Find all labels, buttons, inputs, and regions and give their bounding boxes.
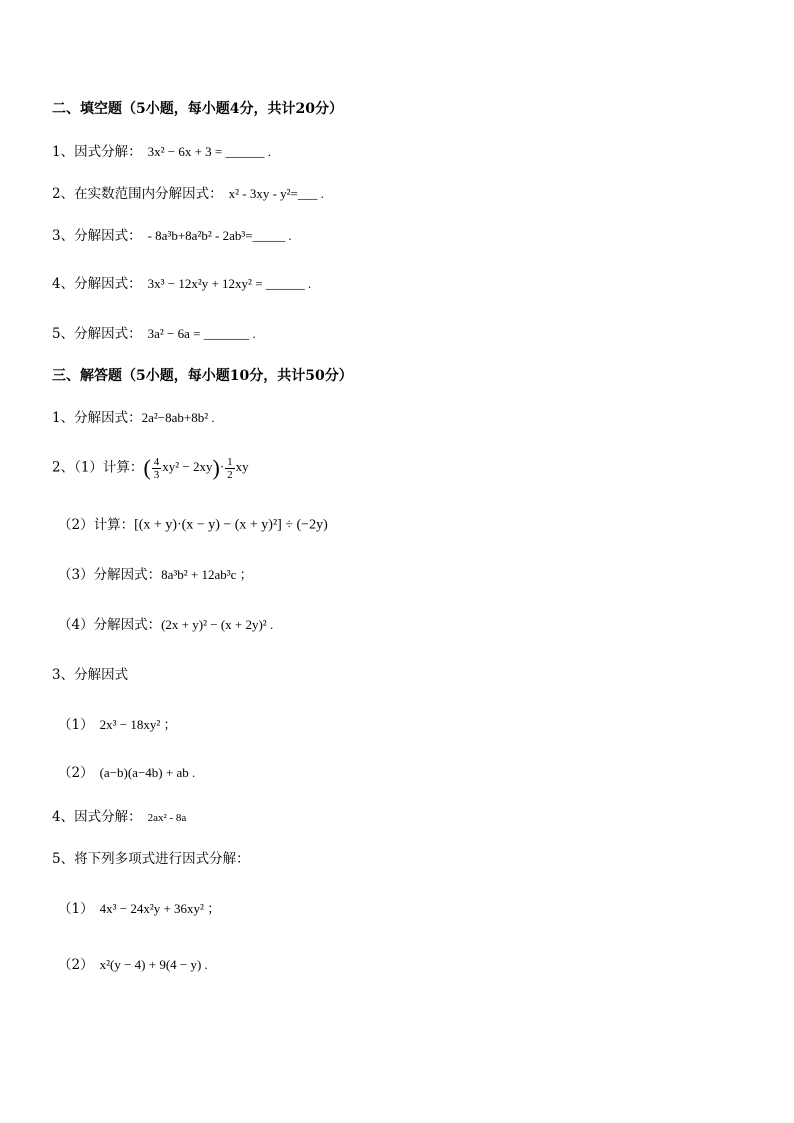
question-expression: (a−b)(a−4b) + ab . — [99, 765, 196, 780]
section-heading-answer: 三、解答题（5小题，每小题10分，共计50分） — [52, 368, 353, 384]
question-label: 2、（1）计算： — [52, 459, 144, 476]
question-fill-5 — [52, 324, 256, 344]
question-answer-2-part-4 — [58, 615, 273, 635]
question-answer-5-part-2 — [58, 955, 208, 975]
question-label: （2）计算： — [58, 517, 135, 533]
question-fill-1 — [52, 142, 271, 162]
fraction-denominator: 3 — [153, 469, 160, 481]
question-label: （3）分解因式： — [58, 567, 162, 583]
question-answer-2-part-2 — [58, 515, 328, 536]
question-expression: 4x³ − 24x²y + 36xy² ； — [99, 901, 221, 916]
question-answer-2-part-1 — [52, 456, 249, 481]
question-expression: 3a² − 6a = _______ . — [147, 326, 256, 341]
question-expression: x² - 3xy - y²=___ . — [228, 186, 324, 201]
question-expression: 2a²−8ab+8b² . — [141, 410, 215, 425]
question-fill-2 — [52, 184, 324, 204]
section-heading-fill-blank: 二、填空题（5小题，每小题4分，共计20分） — [52, 101, 343, 117]
dot-operator: · — [219, 459, 225, 475]
expression-tail: xy — [235, 459, 249, 475]
question-answer-3-part-1 — [58, 715, 176, 735]
question-expression: (2x + y)² − (x + 2y)² . — [161, 617, 274, 632]
question-label: 1、分解因式： — [52, 410, 142, 426]
question-label: （1） — [58, 717, 94, 733]
question-answer-1 — [52, 408, 215, 428]
question-fill-4 — [52, 274, 311, 294]
question-label: （2） — [58, 957, 94, 973]
question-label: 4、因式分解： — [52, 809, 142, 825]
question-label: （2） — [58, 765, 94, 781]
question-answer-5: 5、将下列多项式进行因式分解： — [52, 851, 250, 867]
question-answer-4 — [52, 807, 186, 828]
paren-left: ( — [143, 455, 151, 481]
question-answer-5-part-1 — [58, 899, 220, 919]
question-label: 2、在实数范围内分解因式： — [52, 186, 223, 202]
question-label: 5、分解因式： — [52, 326, 142, 342]
question-label: 3、分解因式： — [52, 228, 142, 244]
question-fill-3 — [52, 226, 292, 246]
question-expression: 3x³ − 12x²y + 12xy² = ______ . — [147, 276, 312, 291]
fraction — [152, 456, 162, 481]
fraction — [225, 456, 235, 481]
question-expression: 2x³ − 18xy² ； — [99, 717, 177, 732]
question-expression — [143, 455, 249, 481]
fraction-numerator: 1 — [227, 456, 233, 468]
question-label: （4）分解因式： — [58, 617, 162, 633]
question-expression: - 8a³b+8a²b² - 2ab³=_____ . — [147, 228, 292, 243]
expression-middle: xy² − 2xy — [162, 459, 213, 475]
question-answer-2-part-3 — [58, 565, 253, 585]
question-expression: 2ax² - 8a — [147, 812, 187, 824]
question-label: （1） — [58, 901, 94, 917]
question-answer-3: 3、分解因式 — [52, 667, 129, 683]
question-label: 4、分解因式： — [52, 276, 142, 292]
paren-right: ) — [212, 455, 220, 481]
question-expression: x²(y − 4) + 9(4 − y) . — [99, 957, 208, 972]
question-answer-3-part-2 — [58, 763, 195, 783]
question-expression: 3x² − 6x + 3 = ______ . — [147, 144, 271, 159]
question-expression: [(x + y)·(x − y) − (x + y)²] ÷ (−2y) — [134, 517, 328, 533]
fraction-numerator: 4 — [153, 456, 160, 468]
question-label: 1、因式分解： — [52, 144, 142, 160]
question-expression: 8a³b² + 12ab³c ； — [161, 567, 253, 582]
fraction-denominator: 2 — [227, 469, 233, 481]
